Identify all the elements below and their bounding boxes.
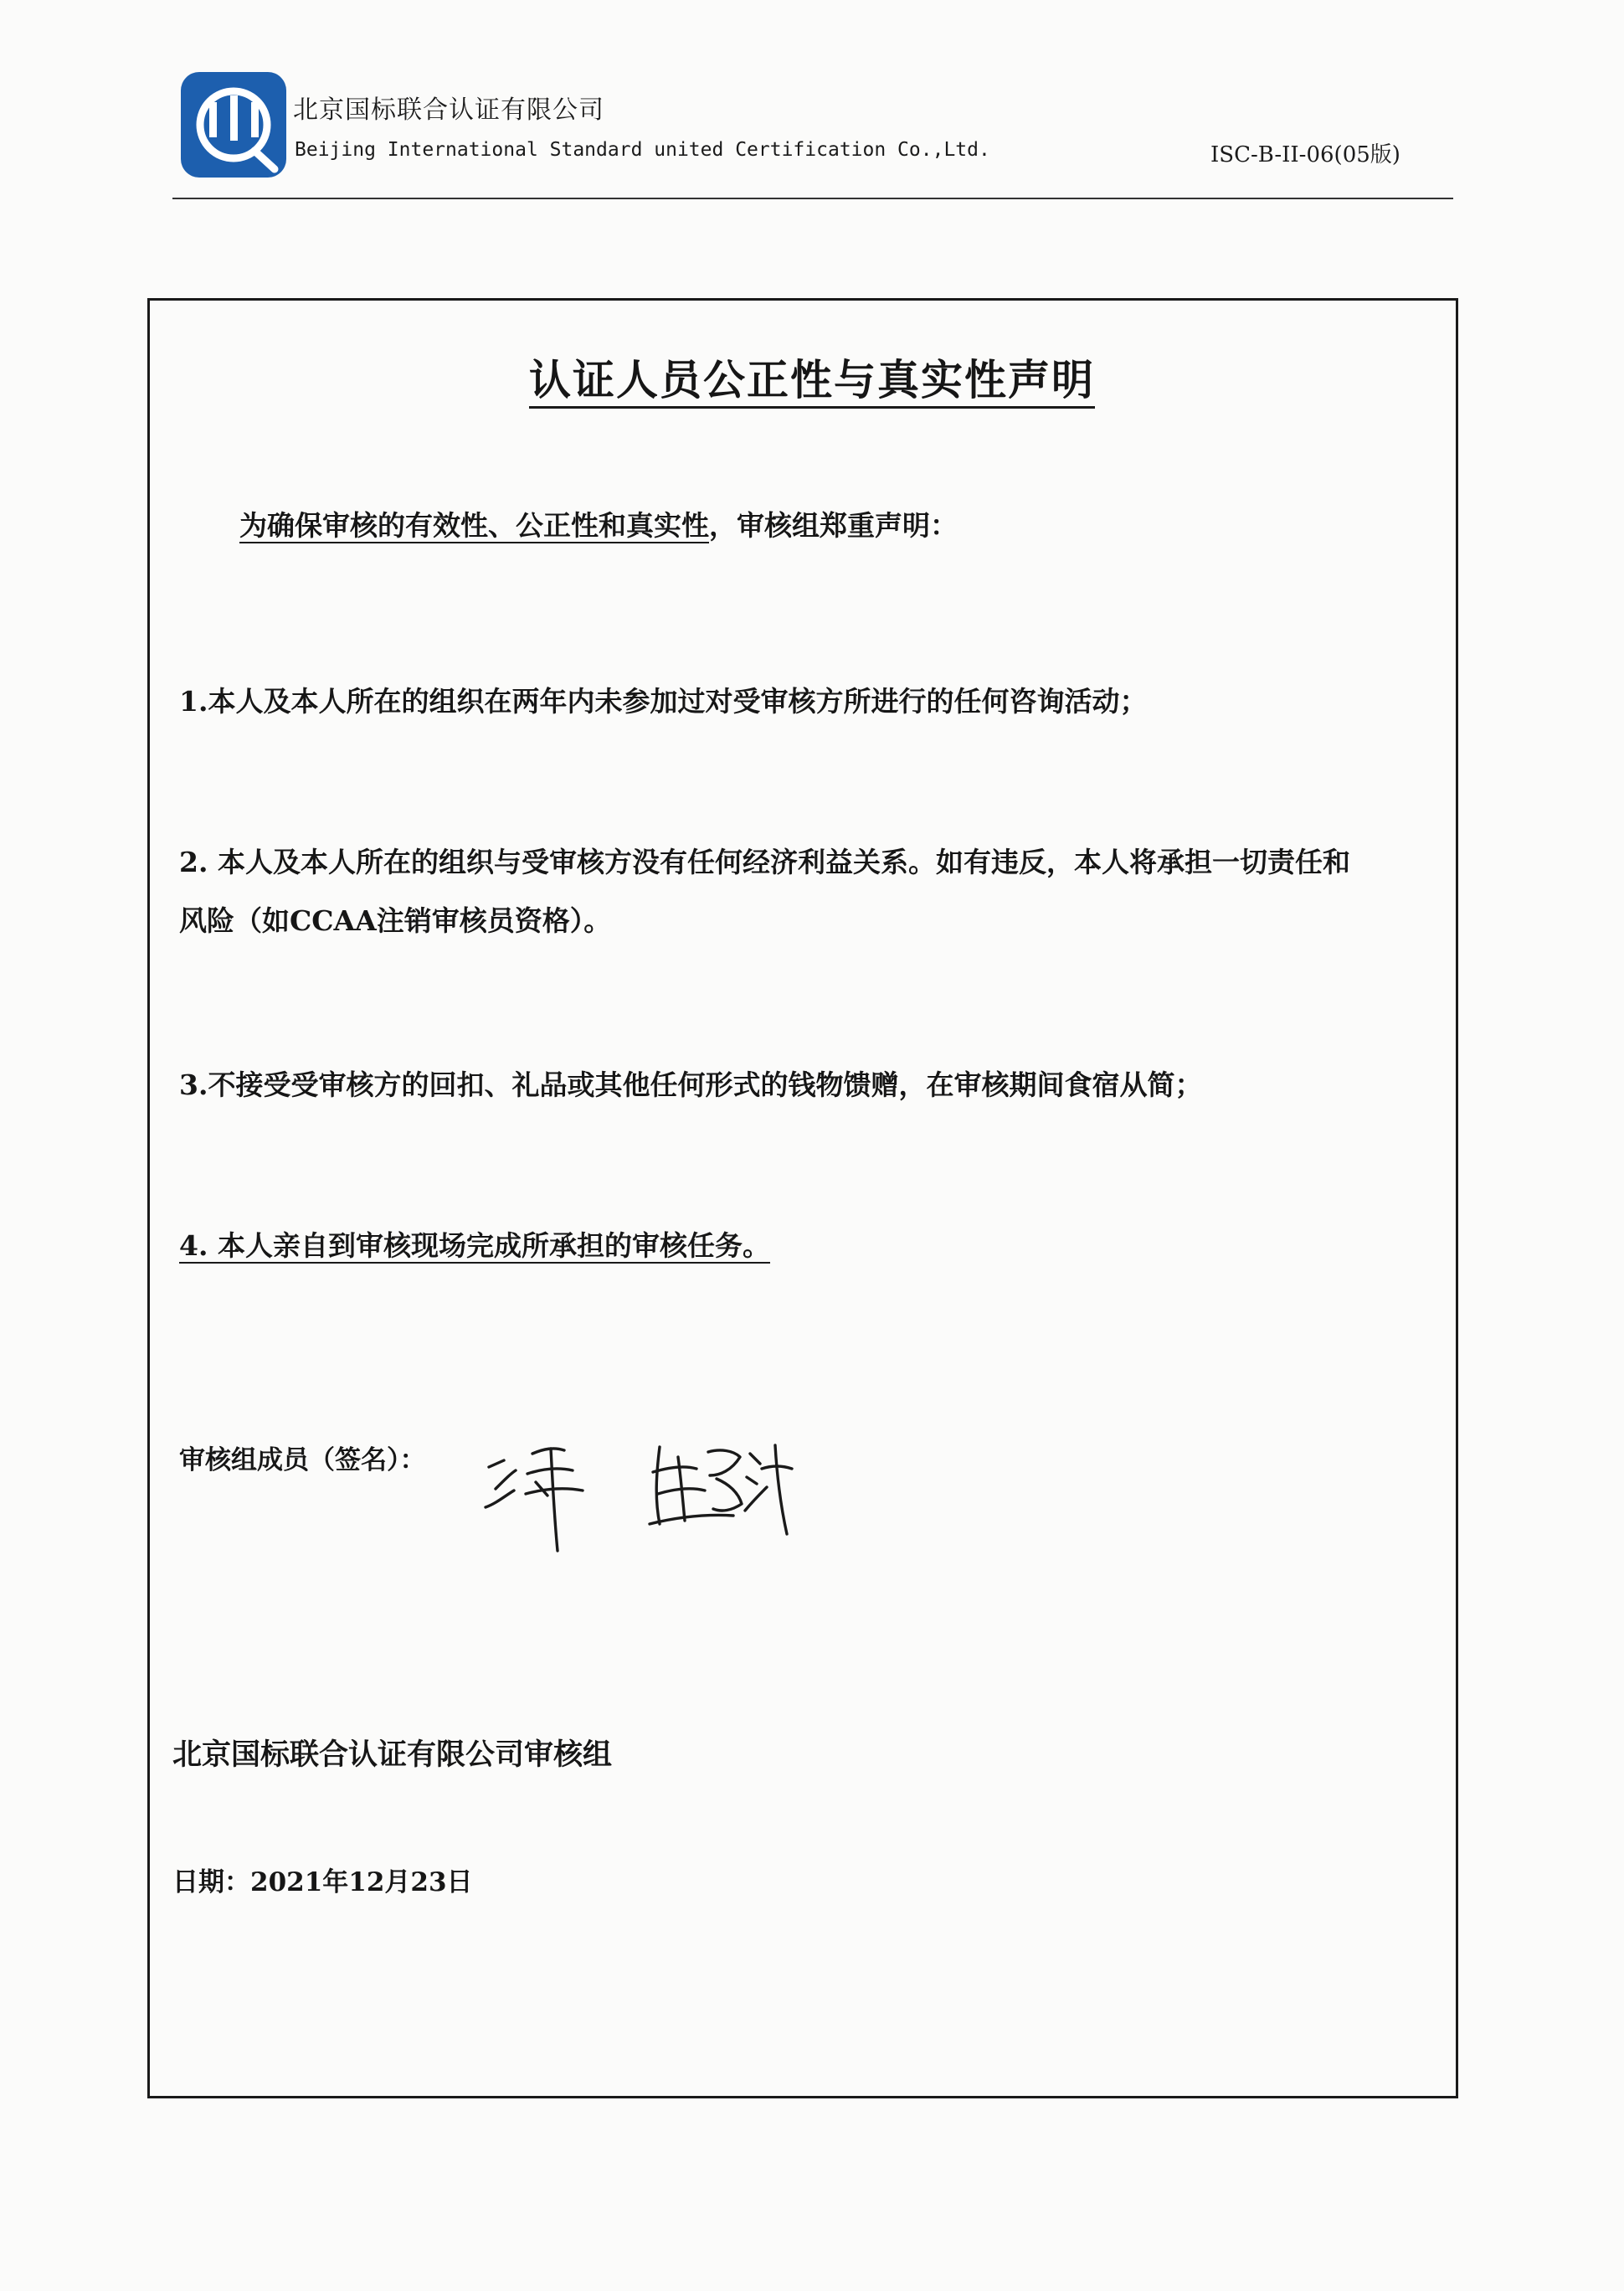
statement-item-2-line-2: 风险（如CCAA注销审核员资格）。	[179, 904, 612, 937]
document-title-text: 认证人员公正性与真实性声明	[529, 356, 1095, 409]
signature-label: 审核组成员（签名）：	[179, 1445, 426, 1475]
document-code: ISC-B-II-06(05版)	[1210, 142, 1400, 167]
statement-item-4-text: 4. 本人亲自到审核现场完成所承担的审核任务。	[179, 1229, 770, 1262]
intro-rest-text: ，审核组郑重声明：	[709, 509, 958, 542]
company-name-en: Beijing International Standard united Certification Co.,Ltd.	[295, 139, 990, 161]
statement-frame	[147, 298, 1458, 2098]
statement-item-2-line-1: 2. 本人及本人所在的组织与受审核方没有任何经济利益关系。如有违反，本人将承担一切责任和	[179, 846, 1350, 878]
document-title	[0, 347, 1624, 407]
statement-item-4	[179, 1219, 770, 1273]
statement-item-3: 3.不接受受审核方的回扣、礼品或其他任何形式的钱物馈赠，在审核期间食宿从简；	[179, 1068, 1203, 1101]
header-divider	[172, 198, 1453, 199]
handwritten-signature	[477, 1424, 812, 1569]
signing-date: 日期：2021年12月23日	[172, 1867, 473, 1897]
intro-underlined-text: 为确保审核的有效性、公正性和真实性	[239, 509, 709, 542]
company-name-cn: 北京国标联合认证有限公司	[293, 95, 604, 125]
intro-paragraph	[239, 499, 958, 553]
statement-item-1: 1.本人及本人所在的组织在两年内未参加过对受审核方所进行的任何咨询活动；	[179, 685, 1148, 718]
company-logo-icon	[181, 72, 286, 178]
audit-team-name: 北京国标联合认证有限公司审核组	[172, 1738, 613, 1772]
